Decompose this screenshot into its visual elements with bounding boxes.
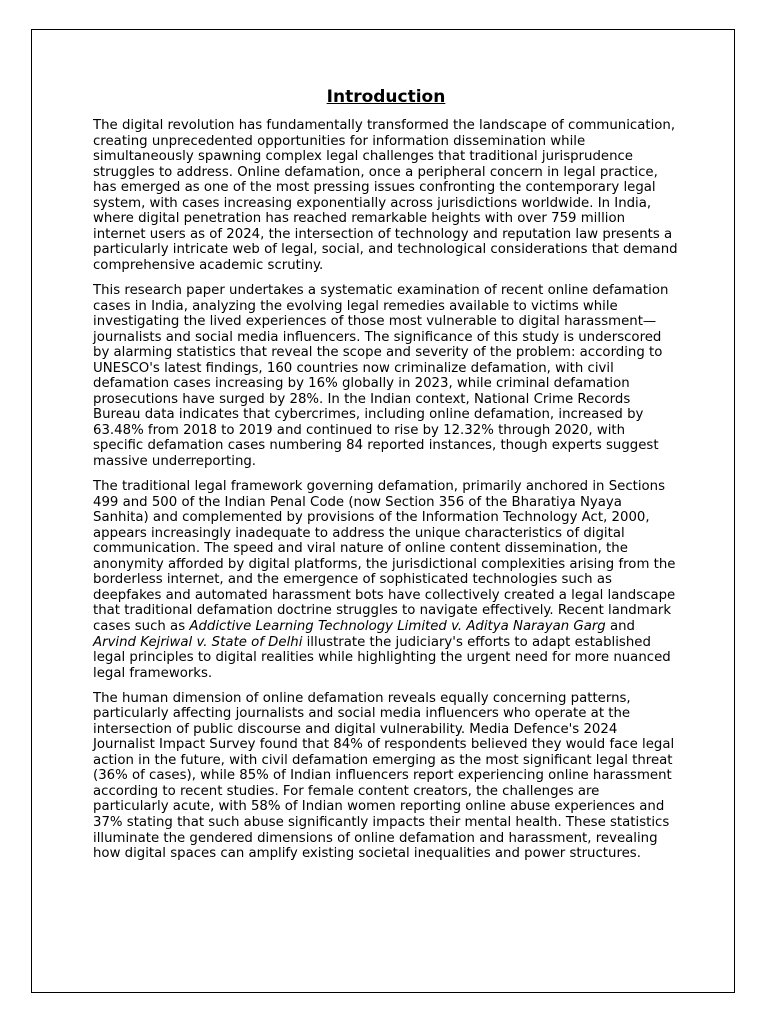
page-title: Introduction <box>326 87 446 107</box>
paragraph-3-connector: and <box>605 618 635 634</box>
paragraph-4: The human dimension of online defamation reveals equally concerning patterns, particularly affecting journalists and social media influencers who operate at the intersection of public discourse and digital vulnerability. Media Defence's 2024 Journalist Impact Survey found that 84% of respondents believed they would face legal action in the future, with civil defamation emerging as the most significant legal threat (36% of cases), while 85% of Indian influencers report experiencing online harassment according to recent studies. For female content creators, the challenges are particularly acute, with 58% of Indian women reporting online abuse experiences and 37% stating that such abuse significantly impacts their mental health. These statistics illuminate the gendered dimensions of online defamation and harassment, revealing how digital spaces can amplify existing societal inequalities and power structures. <box>93 690 675 862</box>
paragraph-3-text-after: illustrate the judiciary's efforts to adapt established legal principles to digital realities while highlighting the urgent need for more nuanced legal frameworks. <box>93 634 671 681</box>
paragraph-3 <box>93 479 679 681</box>
paragraph-3-text-before: The traditional legal framework governing defamation, primarily anchored in Sections 499 and 500 of the Indian Penal Code (now Section 356 of the Bharatiya Nyaya Sanhita) and complemented by provisions of the Information Technology Act, 2000, appears increasingly inadequate to address the unique characteristics of digital communication. The speed and viral nature of online content dissemination, the anonymity afforded by digital platforms, the jurisdictional complexities arising from the borderless internet, and the emergence of sophisticated technologies such as deepfakes and automated harassment bots have collectively created a legal landscape that traditional defamation doctrine struggles to navigate effectively. Recent landmark cases such as <box>93 479 676 634</box>
case-citation-arvind-kejriwal: Arvind Kejriwal v. State of Delhi <box>93 634 303 650</box>
paragraph-2: This research paper undertakes a systematic examination of recent online defamation cases in India, analyzing the evolving legal remedies available to victims while investigating the lived experiences of those most vulnerable to digital harassment—journalists and social media influencers. The significance of this study is underscored by alarming statistics that reveal the scope and severity of the problem: according to UNESCO's latest findings, 160 countries now criminalize defamation, with civil defamation cases increasing by 16% globally in 2023, while criminal defamation prosecutions have surged by 28%. In the Indian context, National Crime Records Bureau data indicates that cybercrimes, including online defamation, increased by 63.48% from 2018 to 2019 and continued to rise by 12.32% through 2020, with specific defamation cases numbering 84 reported instances, though experts suggest massive underreporting. <box>93 282 669 469</box>
document-body <box>93 85 679 871</box>
paragraph-1: The digital revolution has fundamentally transformed the landscape of communication, creating unprecedented opportunities for information dissemination while simultaneously spawning complex legal challenges that traditional jurisprudence struggles to address. Online defamation, once a peripheral concern in legal practice, has emerged as one of the most pressing issues confronting the contemporary legal system, with cases increasing exponentially across jurisdictions worldwide. In India, where digital penetration has reached remarkable heights with over 759 million internet users as of 2024, the intersection of technology and reputation law presents a particularly intricate web of legal, social, and technological considerations that demand comprehensive academic scrutiny. <box>93 118 678 273</box>
case-citation-addictive-learning: Addictive Learning Technology Limited v. Aditya Narayan Garg <box>189 618 606 634</box>
